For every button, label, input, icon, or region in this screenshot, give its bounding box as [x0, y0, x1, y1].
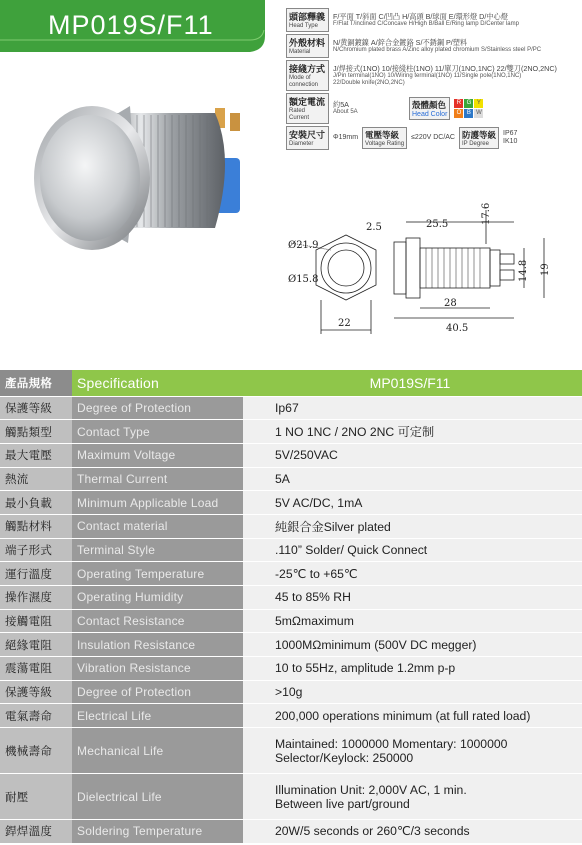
row-cn: 保護等級 — [0, 680, 72, 704]
row-cn: 耐壓 — [0, 774, 72, 820]
hex-outline — [316, 235, 376, 300]
table-row — [0, 820, 582, 844]
title-banner — [0, 0, 265, 56]
row-cn: 銲焊溫度 — [0, 820, 72, 844]
row-en: Contact material — [72, 514, 243, 538]
row-en: Electrical Life — [72, 704, 243, 728]
row-value: 1 NO 1NC / 2NO 2NC 可定制 — [243, 420, 582, 444]
spec-value-cn: N/黄銅鍍鎳 A/鋅合金鍍鉻 S/不銹鋼 P/塑料 — [333, 37, 468, 47]
spec-key-en-1: Mode of — [289, 75, 311, 81]
spec-value-en: About 5A — [333, 109, 358, 115]
row-en: Degree of Protection — [72, 396, 243, 420]
color-chip: W — [476, 110, 482, 116]
spec-key — [286, 93, 329, 124]
spec-key-cn: 安裝尺寸 — [289, 130, 326, 140]
row-en: Contact Type — [72, 420, 243, 444]
head-color-key — [409, 97, 450, 120]
row-en: Operating Humidity — [72, 586, 243, 610]
spec-value-cn: F/平面 T/斜面 C/凹凸 H/高頭 B/球面 E/環形燈 D/中心燈 — [333, 11, 508, 21]
row-value-line-2: Selector/Keylock: 250000 — [275, 750, 414, 765]
spec-key-en: Head Type — [289, 23, 318, 29]
side-head — [394, 242, 406, 294]
row-value: 1000MΩminimum (500V DC megger) — [243, 633, 582, 657]
specification-table — [0, 370, 582, 844]
row-en: Insulation Resistance — [72, 633, 243, 657]
head-color-cn: 殼體顏色 — [412, 100, 447, 110]
spec-value — [329, 34, 578, 58]
row-value-line-1: Maintained: 1000000 Momentary: 1000000 — [275, 736, 508, 751]
table-row — [0, 514, 582, 538]
ip-value-2: IK10 — [503, 138, 518, 145]
table-row — [0, 609, 582, 633]
spec-key-cn: 接綫方式 — [289, 64, 326, 74]
row-value: 5V AC/DC, 1mA — [243, 491, 582, 515]
diameter-value: Φ19mm — [333, 134, 359, 141]
row-cn: 觸點類型 — [0, 420, 72, 444]
row-value: -25℃ to +65℃ — [243, 562, 582, 586]
ip-key-en: IP Degree — [462, 141, 489, 147]
spec-value-en-1: J/Pin terminal(1NO) 10/Wiring terminal(1NO) 11/Single pole(1NO,1NC) — [333, 72, 522, 79]
spec-key — [286, 34, 329, 58]
table-row — [0, 680, 582, 704]
row-cn: 觸點材料 — [0, 514, 72, 538]
spec-key-en-2: connection — [289, 82, 319, 88]
ip-values — [503, 130, 517, 146]
spec-key — [286, 60, 329, 91]
row-cn: 震蕩電阻 — [0, 657, 72, 681]
row-value-line-2: Between live part/ground — [275, 796, 410, 811]
spec-key-en: Material — [289, 49, 311, 55]
side-body — [420, 248, 490, 288]
spec-value-cn: 約5A — [333, 100, 349, 109]
table-row — [0, 657, 582, 681]
header-en: Specification — [72, 370, 243, 396]
row-cn: 絕緣電阻 — [0, 633, 72, 657]
row-cn: 操作濕度 — [0, 586, 72, 610]
row-value — [243, 774, 582, 820]
spec-legend — [286, 8, 578, 152]
table-row — [0, 586, 582, 610]
side-nut — [406, 238, 420, 298]
spec-material — [286, 34, 578, 58]
spec-connection — [286, 60, 578, 91]
row-cn: 最大電壓 — [0, 443, 72, 467]
row-en: Contact Resistance — [72, 609, 243, 633]
dim-22: 22 — [338, 318, 351, 329]
ip-key-cn: 防護等級 — [462, 130, 497, 140]
table-row — [0, 562, 582, 586]
table-row — [0, 420, 582, 444]
color-chip: Y — [474, 99, 483, 108]
dim-25-5: 25.5 — [426, 219, 449, 230]
spec-value-en-2: 22/Double knife(2NO,2NC) — [333, 79, 405, 86]
head-color-en: Head Color — [412, 111, 448, 118]
row-en: Mechanical Life — [72, 728, 243, 774]
row-value: 5V/250VAC — [243, 443, 582, 467]
row-value: 45 to 85% RH — [243, 586, 582, 610]
row-cn: 電氣壽命 — [0, 704, 72, 728]
row-en: Terminal Style — [72, 538, 243, 562]
dim-40-5: 40.5 — [446, 323, 469, 334]
spec-key-cn: 外殼材料 — [289, 38, 326, 48]
table-row — [0, 633, 582, 657]
spec-value-cn: J/焊接式(1NO) 10/接綫柱(1NO) 11/單刀(1NO,1NC) 22/雙刀(2NO,2NC) — [333, 63, 557, 73]
voltage-key-cn: 電壓等級 — [365, 130, 400, 140]
spec-value-en: F/Flat T/inclined C/Concave H/High B/Ball E/Ring lamp D/Center lamp — [333, 20, 519, 27]
row-value: 10 to 55Hz, amplitude 1.2mm p-p — [243, 657, 582, 681]
table-row — [0, 538, 582, 562]
table-row — [0, 443, 582, 467]
row-cn: 端子形式 — [0, 538, 72, 562]
spec-diameter-row — [286, 126, 578, 150]
row-en: Operating Temperature — [72, 562, 243, 586]
row-en: Vibration Resistance — [72, 657, 243, 681]
voltage-key — [362, 127, 407, 149]
table-row-dielectric — [0, 774, 582, 820]
row-cn: 保護等級 — [0, 396, 72, 420]
voltage-value: ≤220V DC/AC — [411, 134, 455, 141]
row-cn: 運行溫度 — [0, 562, 72, 586]
row-en: Maximum Voltage — [72, 443, 243, 467]
row-value: 5mΩmaximum — [243, 609, 582, 633]
header-model: MP019S/F11 — [243, 370, 582, 396]
dim-17-6: 17.6 — [481, 202, 492, 225]
color-chip: R — [454, 99, 463, 108]
spec-key — [286, 126, 329, 150]
row-value-line-1: Illumination Unit: 2,000V AC, 1 min. — [275, 782, 467, 797]
color-chips — [454, 99, 483, 118]
dimension-drawing — [286, 200, 580, 350]
spec-head-type — [286, 8, 578, 32]
spec-key-en: Diameter — [289, 141, 314, 147]
row-value: .110” Solder/ Quick Connect — [243, 538, 582, 562]
row-en: Degree of Protection — [72, 680, 243, 704]
outer-circle — [321, 243, 371, 293]
row-value: Ip67 — [243, 396, 582, 420]
table-row — [0, 704, 582, 728]
spec-inline-values — [329, 127, 578, 149]
dim-19: 19 — [540, 263, 551, 276]
color-chip: B — [464, 109, 473, 118]
row-cn: 機械壽命 — [0, 728, 72, 774]
spec-value-en: N/Chromium plated brass A/Zinc alloy plated chromium S/Stainless steel P/PC — [333, 46, 542, 53]
spec-value — [329, 100, 409, 117]
row-value: 200,000 operations minimum (at full rated load) — [243, 704, 582, 728]
spec-key — [286, 8, 329, 32]
spec-key-en: Rated Current — [289, 108, 310, 121]
table-row-mechanical — [0, 728, 582, 774]
dim-21-9: Ø21.9 — [288, 240, 319, 251]
row-value: 純銀合金Silver plated — [243, 514, 582, 538]
color-chip: O — [454, 109, 463, 118]
row-value: >10g — [243, 680, 582, 704]
table-header-row — [0, 370, 582, 396]
voltage-key-en: Voltage Rating — [365, 141, 405, 147]
color-chip: G — [464, 99, 473, 108]
row-en: Minimum Applicable Load — [72, 491, 243, 515]
spec-current-color — [286, 93, 578, 124]
dim-28: 28 — [444, 298, 457, 309]
row-value: 20W/5 seconds or 260℃/3 seconds — [243, 820, 582, 844]
row-en: Soldering Temperature — [72, 820, 243, 844]
header-cn: 產品規格 — [0, 370, 72, 396]
row-value — [243, 728, 582, 774]
table-row — [0, 491, 582, 515]
row-cn: 接觸電阻 — [0, 609, 72, 633]
product-photo — [10, 58, 270, 288]
row-value: 5A — [243, 467, 582, 491]
dim-15-8: Ø15.8 — [288, 274, 319, 285]
row-cn: 熱流 — [0, 467, 72, 491]
spec-value — [329, 8, 578, 32]
row-en: Dielectrical Life — [72, 774, 243, 820]
model-title: MP019S/F11 — [48, 10, 214, 40]
spec-key-cn: 額定電流 — [289, 97, 326, 107]
table-row — [0, 396, 582, 420]
ip-key — [459, 127, 499, 149]
spec-key-cn: 頭部釋義 — [289, 12, 326, 22]
inner-circle — [328, 250, 364, 286]
dim-14-8: 14.8 — [518, 259, 529, 282]
row-en: Thermal Current — [72, 467, 243, 491]
table-row — [0, 467, 582, 491]
row-cn: 最小負載 — [0, 491, 72, 515]
spec-value — [329, 60, 578, 91]
ip-value-1: IP67 — [503, 130, 518, 137]
dim-2-5: 2.5 — [366, 222, 382, 233]
